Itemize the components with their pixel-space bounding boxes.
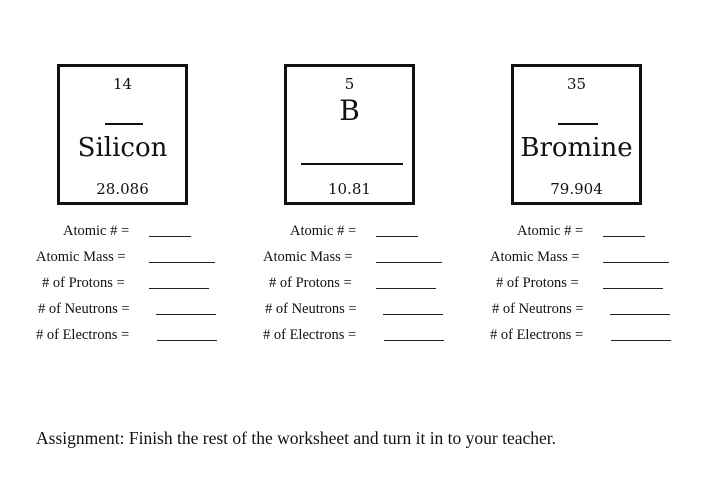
atomic-number: 35 <box>566 75 587 93</box>
field-label: Atomic # = <box>517 223 584 239</box>
field-atomic-number <box>490 218 690 244</box>
field-atomic-mass <box>263 244 463 270</box>
field-atomic-mass <box>36 244 236 270</box>
fields-boron <box>263 218 463 348</box>
atomic-mass: 79.904 <box>550 180 603 198</box>
answer-blank <box>157 340 217 341</box>
field-neutrons <box>263 296 463 322</box>
field-electrons <box>490 322 690 348</box>
answer-blank <box>611 340 671 341</box>
answer-blank <box>376 236 418 237</box>
symbol-blank <box>558 123 598 125</box>
fields-silicon <box>36 218 236 348</box>
field-label: # of Neutrons = <box>492 301 584 317</box>
element-card-silicon <box>57 64 188 205</box>
field-label: Atomic Mass = <box>36 249 126 265</box>
field-atomic-mass <box>490 244 690 270</box>
field-label: # of Protons = <box>269 275 352 291</box>
answer-blank <box>383 314 443 315</box>
element-name: Silicon <box>77 133 168 163</box>
field-label: Atomic # = <box>290 223 357 239</box>
field-electrons <box>263 322 463 348</box>
answer-blank <box>149 236 191 237</box>
field-label: Atomic Mass = <box>263 249 353 265</box>
field-protons <box>36 270 236 296</box>
answer-blank <box>384 340 444 341</box>
field-atomic-number <box>263 218 463 244</box>
field-electrons <box>36 322 236 348</box>
answer-blank <box>149 288 209 289</box>
name-blank <box>301 163 403 165</box>
answer-blank <box>603 288 663 289</box>
answer-blank <box>156 314 216 315</box>
atomic-mass: 10.81 <box>328 180 371 198</box>
field-label: Atomic Mass = <box>490 249 580 265</box>
answer-blank <box>149 262 215 263</box>
atomic-number: 14 <box>112 75 133 93</box>
field-neutrons <box>490 296 690 322</box>
field-label: Atomic # = <box>63 223 130 239</box>
field-neutrons <box>36 296 236 322</box>
assignment-text: Assignment: Finish the rest of the worksheet and turn it in to your teacher. <box>36 428 557 448</box>
element-card-bromine <box>511 64 642 205</box>
answer-blank <box>603 236 645 237</box>
field-atomic-number <box>36 218 236 244</box>
field-label: # of Electrons = <box>36 327 130 343</box>
answer-blank <box>376 288 436 289</box>
element-name: Bromine <box>520 133 633 163</box>
answer-blank <box>603 262 669 263</box>
symbol-blank <box>105 123 143 125</box>
element-symbol: B <box>339 94 360 127</box>
answer-blank <box>610 314 670 315</box>
field-label: # of Electrons = <box>490 327 584 343</box>
field-protons <box>490 270 690 296</box>
answer-blank <box>376 262 442 263</box>
field-label: # of Protons = <box>496 275 579 291</box>
fields-bromine <box>490 218 690 348</box>
field-protons <box>263 270 463 296</box>
atomic-number: 5 <box>344 75 355 93</box>
field-label: # of Electrons = <box>263 327 357 343</box>
field-label: # of Neutrons = <box>38 301 130 317</box>
field-label: # of Protons = <box>42 275 125 291</box>
field-label: # of Neutrons = <box>265 301 357 317</box>
element-card-boron <box>284 64 415 205</box>
atomic-mass: 28.086 <box>96 180 149 198</box>
